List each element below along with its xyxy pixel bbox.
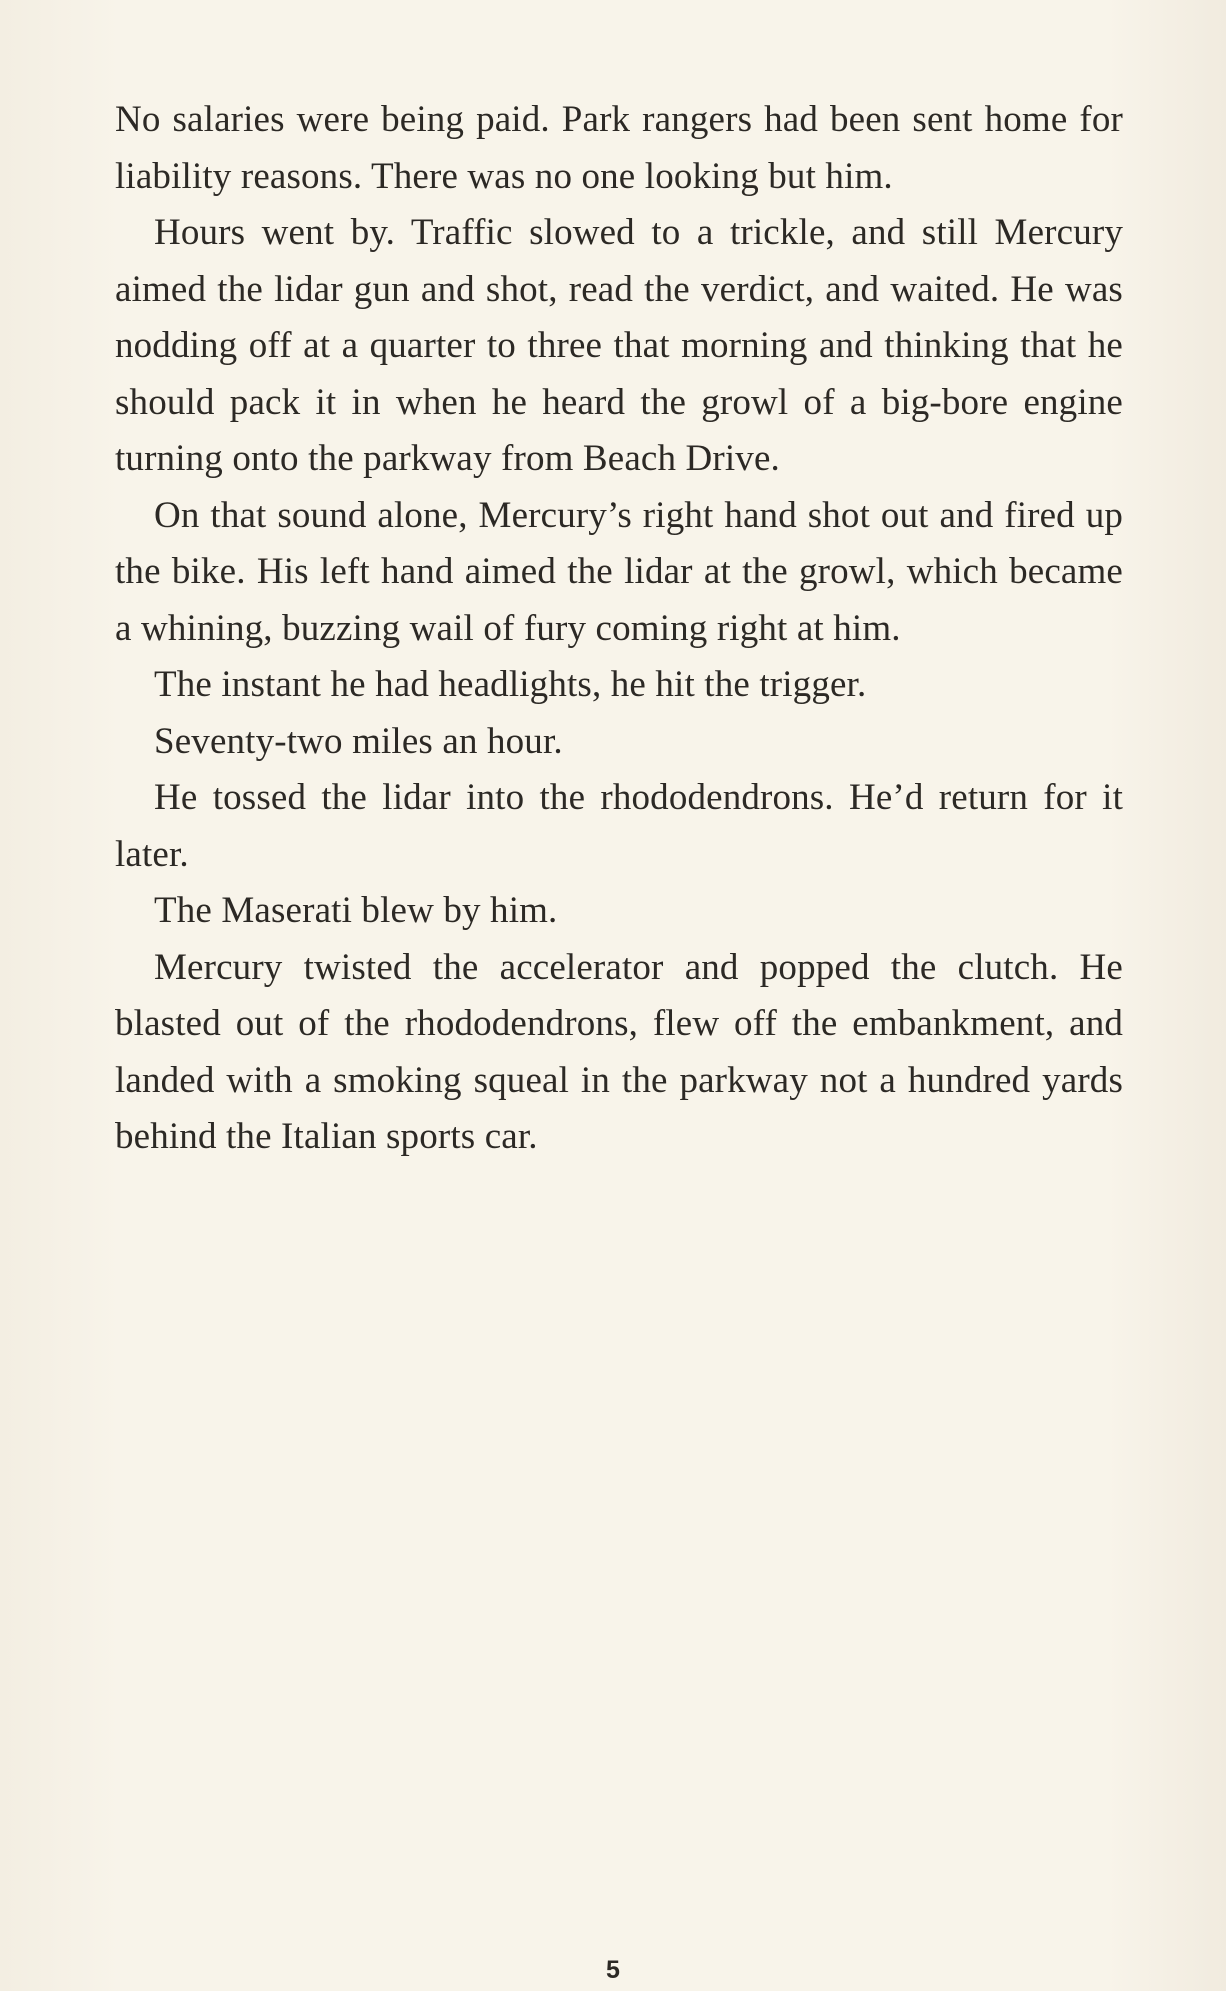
- page-number: 5: [606, 1956, 620, 1984]
- paragraph: Mercury twisted the accelerator and popped the clutch. He blasted out of the rhododendrons, flew off the embankment, and landed with a smoking squeal in the parkway not a hundred yards behind the Italian sports car.: [115, 946, 1123, 1157]
- body-text: [115, 92, 1123, 1166]
- paragraph: The instant he had headlights, he hit the trigger.: [154, 664, 867, 705]
- paragraph: Hours went by. Traffic slowed to a trickle, and still Mercury aimed the lidar gun and shot, read the verdict, and waited. He was nodding off at a quarter to three that morning and thinking that he should pack it in when he heard the growl of a big-bore engine turning onto the parkway from Beach Drive.: [115, 212, 1123, 479]
- paragraph: On that sound alone, Mercury’s right hand shot out and fired up the bike. His left hand aimed the lidar at the growl, which became a whining, buzzing wail of fury coming right at him.: [115, 494, 1123, 649]
- paragraph: The Maserati blew by him.: [154, 890, 558, 931]
- paragraph: No salaries were being paid. Park rangers had been sent home for liability reasons. There was no one looking but him.: [115, 99, 1123, 197]
- paragraph: Seventy-two miles an hour.: [154, 720, 563, 762]
- paragraph: He tossed the lidar into the rhododendrons. He’d return for it later.: [115, 777, 1123, 875]
